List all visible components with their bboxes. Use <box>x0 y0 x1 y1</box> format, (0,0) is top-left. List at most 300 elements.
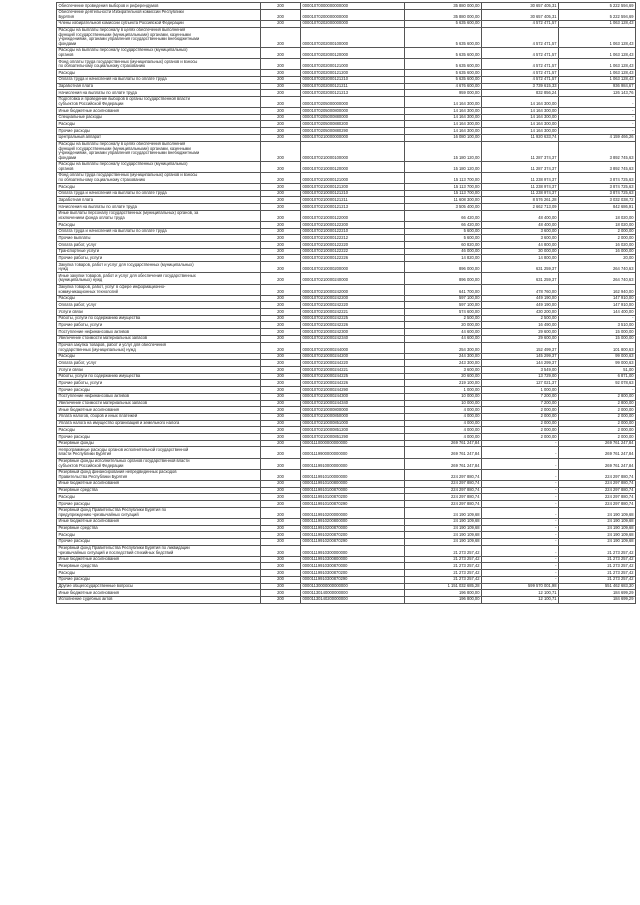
row-executed-cell: 44 800,00 <box>482 242 559 249</box>
table-row <box>57 500 636 507</box>
row-name-cell: Расходы <box>57 570 261 577</box>
row-kbk-cell: 00001070210000122226 <box>301 255 405 262</box>
row-executed-cell: 2 000,00 <box>482 427 559 434</box>
row-name-cell: Иные бюджетные ассигнования <box>57 590 261 597</box>
row-unexecuted-cell: 126 143,76 <box>559 90 636 97</box>
row-executed-cell: 11 238 974,37 <box>482 190 559 197</box>
row-code-cell: 200 <box>261 427 301 434</box>
table-row <box>57 302 636 309</box>
budget-sheet <box>56 2 634 604</box>
table-row <box>57 141 636 161</box>
row-unexecuted-cell: 5 222 594,69 <box>559 3 636 10</box>
table-row <box>57 433 636 440</box>
row-approved-cell: 5 600,00 <box>405 228 482 235</box>
table-row <box>57 248 636 255</box>
row-executed-cell: - <box>482 556 559 563</box>
row-code-cell: 200 <box>261 58 301 69</box>
row-name-cell: Фонд оплаты труда государственных (муниципальных) органов и взносы по обязательному социальному страхованию <box>57 172 261 183</box>
row-code-cell: 200 <box>261 373 301 380</box>
row-approved-cell: 224 297 880,74 <box>405 494 482 501</box>
row-unexecuted-cell: 99 000,63 <box>559 360 636 367</box>
row-code-cell: 200 <box>261 400 301 407</box>
row-approved-cell: 15 180 120,00 <box>405 141 482 161</box>
row-approved-cell: 20 000,00 <box>405 322 482 329</box>
table-row <box>57 284 636 295</box>
row-name-cell: Расходы <box>57 121 261 128</box>
row-unexecuted-cell: 224 297 880,74 <box>559 494 636 501</box>
row-executed-cell: 14 164 300,00 <box>482 114 559 121</box>
row-approved-cell: 21 273 257,42 <box>405 556 482 563</box>
row-unexecuted-cell: 224 297 880,74 <box>559 500 636 507</box>
row-approved-cell: 66 420,00 <box>405 222 482 229</box>
row-name-cell: Иные закупки товаров, работ и услуг для обеспечения государственных (муниципальных) нужд <box>57 273 261 284</box>
row-code-cell: 200 <box>261 538 301 545</box>
row-unexecuted-cell: 551 462 683,30 <box>559 583 636 590</box>
row-executed-cell: - <box>482 563 559 570</box>
row-code-cell: 200 <box>261 161 301 172</box>
table-row <box>57 335 636 342</box>
row-code-cell: 200 <box>261 335 301 342</box>
row-approved-cell: 4 000,00 <box>405 433 482 440</box>
row-name-cell: Расходы <box>57 494 261 501</box>
row-name-cell: Прочие расходы <box>57 538 261 545</box>
row-executed-cell: 14 164 300,00 <box>482 121 559 128</box>
row-name-cell: Иные бюджетные ассигнования <box>57 407 261 414</box>
row-approved-cell: 21 273 257,42 <box>405 576 482 583</box>
row-kbk-cell: 00001070210000244221 <box>301 367 405 374</box>
row-unexecuted-cell: 1 063 128,43 <box>559 76 636 83</box>
row-unexecuted-cell: 15 000,00 <box>559 335 636 342</box>
row-executed-cell: 2 000,00 <box>482 413 559 420</box>
row-approved-cell: 269 761 247,84 <box>405 458 482 469</box>
table-row <box>57 197 636 204</box>
row-code-cell: 200 <box>261 532 301 539</box>
row-name-cell: Расходы на выплаты персоналу государственных (муниципальных) органов <box>57 161 261 172</box>
row-kbk-cell: 00001119910200000000 <box>301 507 405 518</box>
row-approved-cell: 5 635 600,00 <box>405 58 482 69</box>
row-kbk-cell: 00001119910100870200 <box>301 494 405 501</box>
row-name-cell: Начисления на выплаты по оплате труда <box>57 204 261 211</box>
row-kbk-cell: 00001070202000121211 <box>301 83 405 90</box>
table-row <box>57 3 636 10</box>
row-executed-cell: 127 021,37 <box>482 380 559 387</box>
table-row <box>57 222 636 229</box>
row-approved-cell: 46 000,00 <box>405 248 482 255</box>
row-code-cell: 200 <box>261 440 301 447</box>
row-executed-cell: 14 164 300,00 <box>482 96 559 107</box>
row-name-cell: Обеспечение деятельности Избирательной комиссии Республики Бурятия <box>57 9 261 20</box>
row-name-cell: Резервные средства <box>57 525 261 532</box>
row-code-cell: 200 <box>261 545 301 556</box>
table-row <box>57 58 636 69</box>
row-unexecuted-cell: 224 297 880,74 <box>559 469 636 480</box>
row-code-cell: 200 <box>261 556 301 563</box>
row-code-cell: 200 <box>261 420 301 427</box>
row-unexecuted-cell: 92 078,63 <box>559 380 636 387</box>
row-approved-cell: 5 635 600,00 <box>405 47 482 58</box>
table-row <box>57 532 636 539</box>
row-unexecuted-cell: - <box>559 108 636 115</box>
row-executed-cell: 2 662 713,09 <box>482 204 559 211</box>
table-row <box>57 210 636 221</box>
row-name-cell: Заработная плата <box>57 197 261 204</box>
row-executed-cell: - <box>482 538 559 545</box>
row-kbk-cell: 00001119910300800000 <box>301 556 405 563</box>
row-code-cell: 200 <box>261 353 301 360</box>
row-approved-cell: 4 000,00 <box>405 407 482 414</box>
row-unexecuted-cell: 3 032 038,72 <box>559 197 636 204</box>
row-approved-cell: 35 880 000,00 <box>405 9 482 20</box>
row-executed-cell: 4 572 471,57 <box>482 58 559 69</box>
row-kbk-cell: 00001130140000000000 <box>301 590 405 597</box>
row-code-cell: 200 <box>261 494 301 501</box>
row-kbk-cell: 00001119900000000000 <box>301 447 405 458</box>
table-row <box>57 96 636 107</box>
row-unexecuted-cell: 1 063 128,43 <box>559 58 636 69</box>
row-executed-cell: 1 000,00 <box>482 387 559 394</box>
row-unexecuted-cell: 6 871,00 <box>559 373 636 380</box>
table-row <box>57 322 636 329</box>
row-executed-cell: 832 856,24 <box>482 90 559 97</box>
row-code-cell: 200 <box>261 329 301 336</box>
row-unexecuted-cell: 21 273 257,42 <box>559 556 636 563</box>
row-name-cell: Прочие работы, услуги <box>57 255 261 262</box>
row-approved-cell: 11 608 300,00 <box>405 197 482 204</box>
row-approved-cell: 254 300,00 <box>405 342 482 353</box>
row-approved-cell: 15 113 700,00 <box>405 190 482 197</box>
row-code-cell: 200 <box>261 141 301 161</box>
row-kbk-cell: 00001070210000121000 <box>301 172 405 183</box>
row-approved-cell: 5 635 600,00 <box>405 76 482 83</box>
row-approved-cell: 15 180 120,00 <box>405 161 482 172</box>
row-executed-cell: 3 600,00 <box>482 228 559 235</box>
table-row <box>57 387 636 394</box>
table-row <box>57 373 636 380</box>
row-unexecuted-cell: 269 761 247,84 <box>559 447 636 458</box>
row-approved-cell: 243 300,00 <box>405 360 482 367</box>
row-executed-cell: 48 400,00 <box>482 210 559 221</box>
row-executed-cell: 30 000,00 <box>482 248 559 255</box>
row-executed-cell: 11 238 974,37 <box>482 184 559 191</box>
table-row <box>57 161 636 172</box>
row-kbk-cell: 00001070200000000000 <box>301 9 405 20</box>
row-executed-cell: 599 570 001,98 <box>482 583 559 590</box>
row-name-cell: Увеличение стоимости материальных запасов <box>57 400 261 407</box>
row-approved-cell: 2 500,00 <box>405 315 482 322</box>
row-kbk-cell: 00001119910100870290 <box>301 500 405 507</box>
row-unexecuted-cell: 936 984,67 <box>559 83 636 90</box>
table-row <box>57 90 636 97</box>
row-kbk-cell: 00001119910100000000 <box>301 469 405 480</box>
row-executed-cell: 631 259,37 <box>482 262 559 273</box>
table-row <box>57 204 636 211</box>
row-kbk-cell: 00001070210000242340 <box>301 335 405 342</box>
row-kbk-cell: 00001070205000800000 <box>301 108 405 115</box>
row-kbk-cell: 00001070210000121210 <box>301 190 405 197</box>
row-executed-cell: - <box>482 525 559 532</box>
row-executed-cell: 631 259,37 <box>482 273 559 284</box>
row-approved-cell: 574 600,00 <box>405 309 482 316</box>
row-kbk-cell: 00001070202000121200 <box>301 70 405 77</box>
row-code-cell: 200 <box>261 172 301 183</box>
row-executed-cell: 12 100,71 <box>482 596 559 603</box>
row-approved-cell: 60 820,00 <box>405 242 482 249</box>
table-row <box>57 427 636 434</box>
row-unexecuted-cell: - <box>559 121 636 128</box>
row-executed-cell: 145 299,37 <box>482 353 559 360</box>
row-code-cell: 200 <box>261 76 301 83</box>
row-executed-cell: 7 200,00 <box>482 400 559 407</box>
row-kbk-cell: 00001119910200870290 <box>301 538 405 545</box>
row-approved-cell: 4 000,00 <box>405 427 482 434</box>
row-kbk-cell: 00001070210000244340 <box>301 400 405 407</box>
row-code-cell: 200 <box>261 525 301 532</box>
row-unexecuted-cell: - <box>559 387 636 394</box>
row-approved-cell: 219 100,00 <box>405 380 482 387</box>
row-unexecuted-cell: 144 400,00 <box>559 309 636 316</box>
table-row <box>57 134 636 141</box>
row-approved-cell: 3 600,00 <box>405 367 482 374</box>
row-approved-cell: 5 635 600,00 <box>405 27 482 47</box>
row-unexecuted-cell: 24 190 109,68 <box>559 532 636 539</box>
row-name-cell: Услуги связи <box>57 309 261 316</box>
row-executed-cell: 3 600,00 <box>482 235 559 242</box>
table-row <box>57 128 636 135</box>
row-kbk-cell: 00001070205000880290 <box>301 128 405 135</box>
row-approved-cell: 24 190 109,68 <box>405 525 482 532</box>
row-name-cell: Прочие расходы <box>57 387 261 394</box>
row-code-cell: 200 <box>261 273 301 284</box>
row-unexecuted-cell: 3 892 745,63 <box>559 141 636 161</box>
row-name-cell: Члены избирательной комиссии субъекта Российской Федерации <box>57 20 261 27</box>
table-row <box>57 380 636 387</box>
row-unexecuted-cell: 1 063 128,43 <box>559 70 636 77</box>
table-row <box>57 27 636 47</box>
row-kbk-cell: 00001119910300870000 <box>301 563 405 570</box>
row-name-cell: Фонд оплаты труда государственных (муниципальных) органов и взносы по обязательному социальному страхованию <box>57 58 261 69</box>
row-unexecuted-cell: 2 000,00 <box>559 427 636 434</box>
row-approved-cell: 4 676 600,00 <box>405 83 482 90</box>
row-executed-cell: - <box>482 447 559 458</box>
row-code-cell: 200 <box>261 204 301 211</box>
table-row <box>57 353 636 360</box>
row-kbk-cell: 00001119910100800000 <box>301 480 405 487</box>
table-row <box>57 400 636 407</box>
row-unexecuted-cell: 24 190 109,68 <box>559 518 636 525</box>
row-kbk-cell: 00001070210000122212 <box>301 235 405 242</box>
row-code-cell: 200 <box>261 262 301 273</box>
row-executed-cell: - <box>482 545 559 556</box>
row-approved-cell: 224 297 880,74 <box>405 487 482 494</box>
row-approved-cell: 10 000,00 <box>405 393 482 400</box>
row-executed-cell: 7 200,00 <box>482 393 559 400</box>
row-approved-cell: 35 880 000,00 <box>405 3 482 10</box>
row-approved-cell: 10 000,00 <box>405 400 482 407</box>
row-unexecuted-cell: 184 699,29 <box>559 596 636 603</box>
row-approved-cell: 21 273 257,42 <box>405 570 482 577</box>
row-unexecuted-cell: 21 273 257,42 <box>559 563 636 570</box>
row-kbk-cell: 00001070210000000000 <box>301 134 405 141</box>
table-row <box>57 190 636 197</box>
row-name-cell: Прочие расходы <box>57 128 261 135</box>
row-approved-cell: 5 600,00 <box>405 235 482 242</box>
row-approved-cell: 14 820,00 <box>405 255 482 262</box>
row-kbk-cell: 00001070205000880000 <box>301 114 405 121</box>
row-unexecuted-cell: 147 910,00 <box>559 295 636 302</box>
row-executed-cell: 2 000,00 <box>482 420 559 427</box>
row-unexecuted-cell: 3 892 745,63 <box>559 161 636 172</box>
row-code-cell: 200 <box>261 360 301 367</box>
row-approved-cell: 896 000,00 <box>405 273 482 284</box>
row-executed-cell: 4 572 471,57 <box>482 47 559 58</box>
table-row <box>57 525 636 532</box>
row-kbk-cell: 00001070205000000000 <box>301 96 405 107</box>
row-approved-cell: 15 113 700,00 <box>405 172 482 183</box>
table-row <box>57 494 636 501</box>
row-name-cell: Непрограммные расходы органов исполнительной государственной власти Республики Бурятия <box>57 447 261 458</box>
row-executed-cell: 29 600,00 <box>482 335 559 342</box>
table-row <box>57 576 636 583</box>
row-unexecuted-cell: 4 159 466,26 <box>559 134 636 141</box>
row-unexecuted-cell: 3 874 725,63 <box>559 190 636 197</box>
row-code-cell: 200 <box>261 228 301 235</box>
row-code-cell: 200 <box>261 9 301 20</box>
row-name-cell: Расходы <box>57 295 261 302</box>
row-name-cell: Оплата работ, услуг <box>57 242 261 249</box>
row-name-cell: Резервные фонды <box>57 440 261 447</box>
row-name-cell: Расходы <box>57 184 261 191</box>
row-executed-cell: 449 190,00 <box>482 295 559 302</box>
row-approved-cell: 224 297 880,74 <box>405 480 482 487</box>
row-approved-cell: 14 164 300,00 <box>405 121 482 128</box>
row-code-cell: 200 <box>261 322 301 329</box>
row-unexecuted-cell: 269 761 247,84 <box>559 440 636 447</box>
row-kbk-cell: 00001070205000880200 <box>301 121 405 128</box>
row-executed-cell: 48 400,00 <box>482 222 559 229</box>
row-kbk-cell: 00001070202000121213 <box>301 90 405 97</box>
row-approved-cell: 44 600,00 <box>405 329 482 336</box>
table-row <box>57 420 636 427</box>
row-approved-cell: 15 113 700,00 <box>405 184 482 191</box>
budget-table-body <box>57 3 636 604</box>
row-unexecuted-cell: 15 000,00 <box>559 329 636 336</box>
row-code-cell: 200 <box>261 596 301 603</box>
table-row <box>57 83 636 90</box>
row-executed-cell: 16 490,00 <box>482 322 559 329</box>
row-executed-cell: - <box>482 570 559 577</box>
row-executed-cell: 4 572 471,57 <box>482 20 559 27</box>
table-row <box>57 70 636 77</box>
row-code-cell: 200 <box>261 315 301 322</box>
row-kbk-cell: 00001119910300000000 <box>301 545 405 556</box>
row-unexecuted-cell: 3 874 725,63 <box>559 172 636 183</box>
row-unexecuted-cell: 16 020,00 <box>559 242 636 249</box>
row-kbk-cell: 00001070210000100000 <box>301 141 405 161</box>
row-code-cell: 200 <box>261 90 301 97</box>
row-code-cell: 200 <box>261 500 301 507</box>
row-name-cell: Оплата труда и начисления на выплаты по оплате труда <box>57 228 261 235</box>
row-kbk-cell: 00001070202000000000 <box>301 20 405 27</box>
row-unexecuted-cell: 147 910,00 <box>559 302 636 309</box>
table-row <box>57 556 636 563</box>
row-code-cell: 200 <box>261 458 301 469</box>
row-code-cell: 200 <box>261 3 301 10</box>
row-approved-cell: 44 600,00 <box>405 335 482 342</box>
table-row <box>57 413 636 420</box>
row-approved-cell: 66 420,00 <box>405 210 482 221</box>
row-unexecuted-cell: 842 686,91 <box>559 204 636 211</box>
row-unexecuted-cell: 24 190 109,68 <box>559 507 636 518</box>
table-row <box>57 507 636 518</box>
table-row <box>57 487 636 494</box>
row-name-cell: Центральный аппарат <box>57 134 261 141</box>
row-name-cell: Расходы <box>57 532 261 539</box>
row-approved-cell: 244 300,00 <box>405 353 482 360</box>
row-name-cell: Прочие расходы <box>57 433 261 440</box>
row-approved-cell: 20 600,00 <box>405 373 482 380</box>
row-code-cell: 200 <box>261 197 301 204</box>
table-row <box>57 172 636 183</box>
table-row <box>57 114 636 121</box>
row-kbk-cell: 00001130000000000000 <box>301 583 405 590</box>
row-name-cell: Прочие расходы <box>57 500 261 507</box>
row-executed-cell: 3 549,00 <box>482 367 559 374</box>
table-row <box>57 121 636 128</box>
row-kbk-cell: 00001070210000244000 <box>301 342 405 353</box>
row-executed-cell: 14 164 300,00 <box>482 128 559 135</box>
row-approved-cell: 269 761 247,84 <box>405 440 482 447</box>
row-code-cell: 200 <box>261 210 301 221</box>
row-code-cell: 200 <box>261 393 301 400</box>
row-kbk-cell: 00001119910100870000 <box>301 487 405 494</box>
row-unexecuted-cell: - <box>559 128 636 135</box>
row-unexecuted-cell: 224 297 880,74 <box>559 480 636 487</box>
row-name-cell: Поступление нефинансовых активов <box>57 329 261 336</box>
row-name-cell: Иные выплаты персоналу государственных (муниципальных) органов, за исключением фонда оплаты труда <box>57 210 261 221</box>
row-kbk-cell: 00001070210000242226 <box>301 322 405 329</box>
row-approved-cell: 4 000,00 <box>405 413 482 420</box>
row-code-cell: 200 <box>261 433 301 440</box>
row-unexecuted-cell: 20,00 <box>559 255 636 262</box>
row-kbk-cell: 00001070210000244200 <box>301 353 405 360</box>
row-code-cell: 200 <box>261 83 301 90</box>
row-kbk-cell: 00001119910300870200 <box>301 570 405 577</box>
row-name-cell: Расходы <box>57 353 261 360</box>
row-kbk-cell: 00001070210000800000 <box>301 407 405 414</box>
row-code-cell: 200 <box>261 295 301 302</box>
row-kbk-cell: 00001070210000122210 <box>301 228 405 235</box>
row-approved-cell: 269 761 247,84 <box>405 447 482 458</box>
row-unexecuted-cell: 21 273 257,42 <box>559 576 636 583</box>
row-kbk-cell: 00001070210000244220 <box>301 360 405 367</box>
row-kbk-cell: 00001070210000121213 <box>301 204 405 211</box>
row-executed-cell: 14 164 300,00 <box>482 108 559 115</box>
row-unexecuted-cell: 264 740,63 <box>559 262 636 273</box>
table-row <box>57 20 636 27</box>
row-approved-cell: 4 000,00 <box>405 420 482 427</box>
row-code-cell: 200 <box>261 20 301 27</box>
row-kbk-cell: 00001070202000100000 <box>301 27 405 47</box>
row-unexecuted-cell: 2 000,00 <box>559 235 636 242</box>
row-approved-cell: 597 100,00 <box>405 302 482 309</box>
row-approved-cell: 224 297 880,74 <box>405 500 482 507</box>
row-executed-cell: - <box>482 576 559 583</box>
row-kbk-cell: 00001110000000000000 <box>301 440 405 447</box>
row-approved-cell: 959 000,00 <box>405 90 482 97</box>
row-code-cell: 200 <box>261 518 301 525</box>
row-code-cell: 200 <box>261 480 301 487</box>
row-approved-cell: 14 164 300,00 <box>405 114 482 121</box>
